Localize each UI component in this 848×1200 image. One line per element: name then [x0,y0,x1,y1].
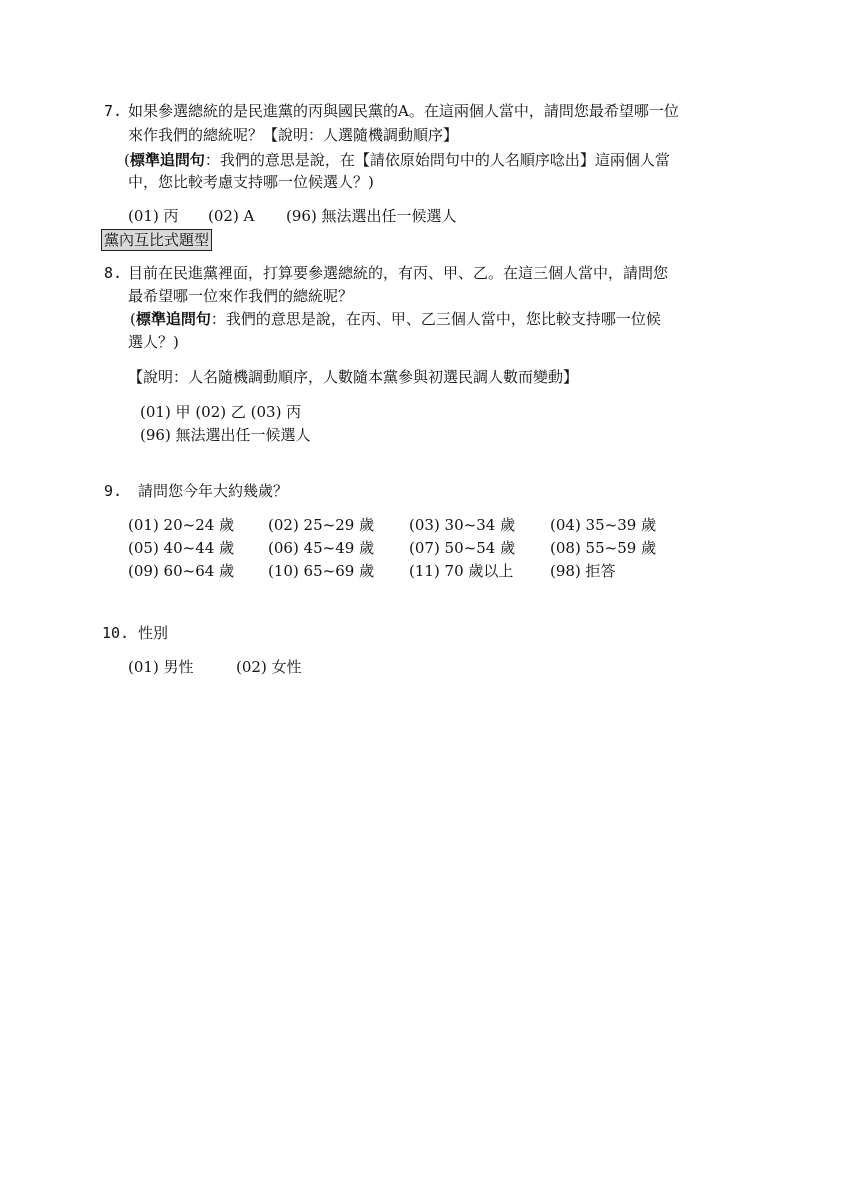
answer-options-row: (01) 甲 (02) 乙 (03) 丙 [140,403,302,421]
question-number: 8. [104,264,123,282]
answer-option: (10) 65~69 歲 [268,562,375,580]
answer-option: (96) 無法選出任一候選人 [286,207,457,225]
question-text: 請問您今年大約幾歲？ [138,482,289,500]
answer-option: (08) 55~59 歲 [550,539,657,557]
probe-text-line: 中，您比較考慮支持哪一位候選人？) [128,173,374,191]
question-number: 10. [102,624,130,642]
answer-option: (11) 70 歲以上 [409,562,514,580]
answer-option: (02) 女性 [236,658,302,676]
probe-text: ：我們的意思是說，在【請依原始問句中的人名順序唸出】這兩個人當 [204,151,670,169]
answer-option: (01) 男性 [128,658,194,676]
question-text-line: 目前在民進黨裡面，打算要參選總統的，有丙、甲、乙。在這三個人當中，請問您 [128,264,669,282]
probe-open-paren: ( [124,151,130,169]
answer-option: (98) 拒答 [550,562,616,580]
answer-option: (07) 50~54 歲 [409,539,516,557]
question-text: 性別 [138,624,169,642]
answer-option: (02) A [208,207,255,225]
probe-text: ：我們的意思是說，在丙、甲、乙三個人當中，您比較支持哪一位候 [210,310,661,328]
answer-option: (06) 45~49 歲 [268,539,375,557]
instruction-note: 【說明：人名隨機調動順序，人數隨本黨參與初選民調人數而變動】 [128,368,579,386]
section-tag: 黨內互比式題型 [101,229,212,251]
answer-option: (09) 60~64 歲 [128,562,235,580]
answer-option: (05) 40~44 歲 [128,539,235,557]
question-number: 9. [104,482,123,500]
question-text-line: 來作我們的總統呢？【說明：人選隨機調動順序】 [128,126,459,144]
answer-options-row: (96) 無法選出任一候選人 [140,426,311,444]
question-text-line: 如果參選總統的是民進黨的丙與國民黨的A。在這兩個人當中，請問您最希望哪一位 [128,102,679,120]
answer-option: (03) 30~34 歲 [409,516,516,534]
probe-text-line: 選人？) [128,333,179,351]
answer-option: (02) 25~29 歲 [268,516,375,534]
probe-line [130,308,661,330]
answer-option: (04) 35~39 歲 [550,516,657,534]
probe-label: 標準追問句 [129,151,205,169]
probe-label: 標準追問句 [135,310,211,328]
probe-open-paren: ( [130,310,136,328]
answer-option: (01) 丙 [128,207,179,225]
probe-line [124,149,670,171]
question-number: 7. [104,102,123,120]
question-text-line: 最希望哪一位來作我們的總統呢？ [128,287,354,305]
answer-option: (01) 20~24 歲 [128,516,235,534]
